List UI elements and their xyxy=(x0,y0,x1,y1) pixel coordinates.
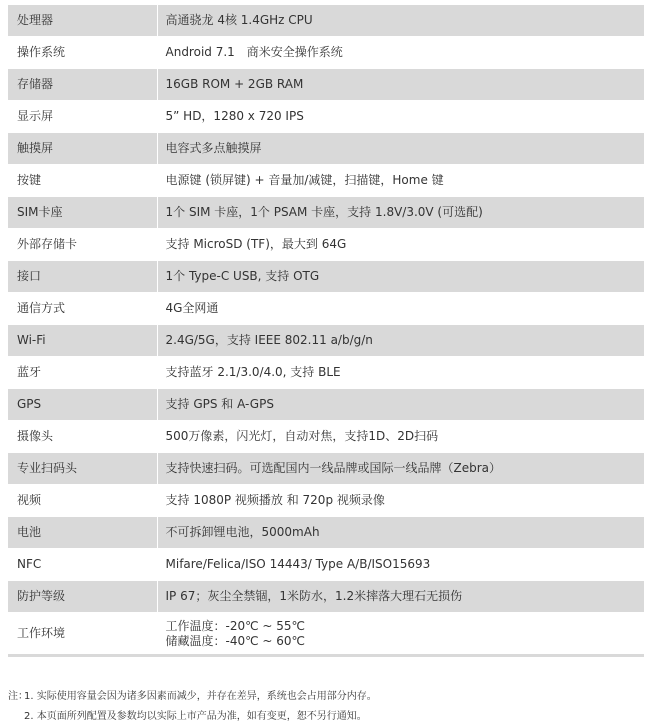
spec-value: 支持 1080P 视频播放 和 720p 视频录像 xyxy=(157,485,644,517)
spec-value: 支持 GPS 和 A-GPS xyxy=(157,389,644,421)
spec-label: 电池 xyxy=(8,517,157,549)
spec-row-wifi xyxy=(8,325,644,357)
spec-row-scanner xyxy=(8,453,644,485)
spec-label: 视频 xyxy=(8,485,157,517)
spec-label: 通信方式 xyxy=(8,293,157,325)
spec-value: 500万像素，闪光灯，自动对焦，支持1D、2D扫码 xyxy=(157,421,644,453)
spec-label: 专业扫码头 xyxy=(8,453,157,485)
footnote-prefix: 注： xyxy=(8,691,28,702)
spec-row-protection xyxy=(8,581,644,613)
spec-row-storage xyxy=(8,69,644,101)
spec-label: 按键 xyxy=(8,165,157,197)
spec-row-os xyxy=(8,37,644,69)
spec-row-network xyxy=(8,293,644,325)
operating-temperature: 工作温度：-20℃ ~ 55℃ xyxy=(165,618,306,633)
spec-label: 蓝牙 xyxy=(8,357,157,389)
spec-value: 4G全网通 xyxy=(157,293,644,325)
spec-value: 不可拆卸锂电池，5000mAh xyxy=(157,517,644,549)
spec-row-nfc xyxy=(8,549,644,581)
spec-value: 16GB ROM + 2GB RAM xyxy=(157,69,644,101)
storage-temperature: 储藏温度：-40℃ ~ 60℃ xyxy=(165,633,306,648)
spec-label: 接口 xyxy=(8,261,157,293)
spec-row-battery xyxy=(8,517,644,549)
spec-row-environment xyxy=(8,613,644,656)
spec-row-external-storage xyxy=(8,229,644,261)
spec-label: 处理器 xyxy=(8,5,157,37)
spec-value: Android 7.1 商米安全操作系统 xyxy=(157,37,644,69)
spec-label: Wi-Fi xyxy=(8,325,157,357)
spec-value-environment xyxy=(157,613,644,656)
spec-label: NFC xyxy=(8,549,157,581)
spec-row-buttons xyxy=(8,165,644,197)
spec-value: Mifare/Felica/ISO 14443/ Type A/B/ISO15693 xyxy=(157,549,644,581)
spec-label: 外部存储卡 xyxy=(8,229,157,261)
footnote-1 xyxy=(8,687,648,707)
spec-label: 操作系统 xyxy=(8,37,157,69)
footnote-2 xyxy=(8,707,648,727)
spec-row-sim xyxy=(8,197,644,229)
spec-value: IP 67；灰尘全禁锢，1米防水，1.2米摔落大理石无损伤 xyxy=(157,581,644,613)
spec-label: GPS xyxy=(8,389,157,421)
spec-row-touchscreen xyxy=(8,133,644,165)
spec-value: 5” HD，1280 x 720 IPS xyxy=(157,101,644,133)
spec-label: 防护等级 xyxy=(8,581,157,613)
spec-value: 电源键 (锁屏键) + 音量加/减键，扫描键，Home 键 xyxy=(157,165,644,197)
spec-value: 支持快速扫码。可选配国内一线品牌或国际一线品牌（Zebra） xyxy=(157,453,644,485)
spec-row-video xyxy=(8,485,644,517)
spec-value: 2.4G/5G，支持 IEEE 802.11 a/b/g/n xyxy=(157,325,644,357)
spec-label: 摄像头 xyxy=(8,421,157,453)
spec-value: 支持 MicroSD (TF)，最大到 64G xyxy=(157,229,644,261)
spec-value: 1个 SIM 卡座，1个 PSAM 卡座，支持 1.8V/3.0V (可选配) xyxy=(157,197,644,229)
spec-value: 电容式多点触摸屏 xyxy=(157,133,644,165)
spec-row-cpu xyxy=(8,5,644,37)
footnotes xyxy=(8,687,648,727)
spec-row-camera xyxy=(8,421,644,453)
spec-row-gps xyxy=(8,389,644,421)
spec-row-bluetooth xyxy=(8,357,644,389)
spec-row-interface xyxy=(8,261,644,293)
footnote-text: 2. 本页面所列配置及参数均以实际上市产品为准，如有变更，恕不另行通知。 xyxy=(24,711,367,722)
spec-label: 触摸屏 xyxy=(8,133,157,165)
spec-table xyxy=(8,5,644,657)
footnote-text: 1. 实际使用容量会因为诸多因素而减少，并存在差异，系统也会占用部分内存。 xyxy=(24,691,377,702)
spec-value: 支持蓝牙 2.1/3.0/4.0, 支持 BLE xyxy=(157,357,644,389)
spec-value: 1个 Type-C USB, 支持 OTG xyxy=(157,261,644,293)
spec-label: 存储器 xyxy=(8,69,157,101)
spec-label: SIM卡座 xyxy=(8,197,157,229)
spec-value: 高通骁龙 4核 1.4GHz CPU xyxy=(157,5,644,37)
spec-row-display xyxy=(8,101,644,133)
spec-label: 显示屏 xyxy=(8,101,157,133)
spec-label: 工作环境 xyxy=(8,613,157,656)
